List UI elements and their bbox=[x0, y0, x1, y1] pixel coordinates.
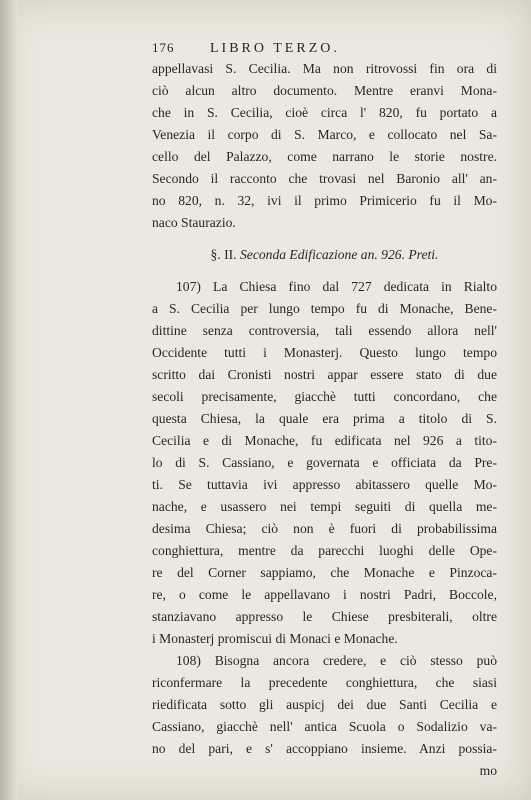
text-line: re del Corner sappiamo, che Monache e Pinzoca- bbox=[152, 565, 497, 580]
section-title: Seconda Edificazione an. 926. Preti. bbox=[239, 247, 439, 262]
text-line: a S. Cecilia per lungo tempo fu di Monache, Bene- bbox=[152, 301, 497, 316]
text-line: no 820, n. 32, ivi il primo Primicerio fu il Mo- bbox=[152, 193, 497, 208]
text-line: no del pari, e s' accoppiano insieme. Anzi possia- bbox=[152, 741, 497, 756]
text-line: Venezia il corpo di S. Marco, e collocato nel Sa- bbox=[152, 127, 497, 142]
paragraph-108 bbox=[152, 650, 497, 760]
text-line: 108) Bisogna ancora credere, e ciò stesso può bbox=[176, 653, 497, 668]
paragraph-intro bbox=[152, 58, 497, 234]
text-line: scritto dai Cronisti nostri appar essere stato di due bbox=[152, 367, 497, 382]
text-line: ciò alcun altro documento. Mentre eranvi Mona- bbox=[152, 83, 497, 98]
section-number: §. II. bbox=[210, 247, 237, 262]
text-line: i Monasterj promiscui di Monaci e Monache. bbox=[152, 631, 398, 646]
catchword: mo bbox=[479, 763, 497, 778]
text-line: Secondo il racconto che trovasi nel Baronio all' an- bbox=[152, 171, 497, 186]
text-line: 107) La Chiesa fino dal 727 dedicata in Rialto bbox=[176, 279, 497, 294]
section-heading bbox=[152, 244, 497, 266]
text-line: naco Staurazio. bbox=[152, 215, 236, 230]
text-line: Occidente tutti i Monasterj. Questo lungo tempo bbox=[152, 345, 497, 360]
text-line: lo di S. Cassiano, e governata e officiata da Pre- bbox=[152, 455, 497, 470]
paragraph-107 bbox=[152, 276, 497, 650]
text-line: desima Chiesa; ciò non è fuori di probabilissima bbox=[152, 521, 497, 536]
text-line: stanziavano appresso le Chiese presbiterali, oltre bbox=[152, 609, 497, 624]
page-number: 176 bbox=[152, 40, 175, 55]
text-line: che in S. Cecilia, cioè circa l' 820, fu portato a bbox=[152, 105, 497, 120]
text-line: nache, e usassero nei tempi seguiti di quella me- bbox=[152, 499, 497, 514]
text-line: Cecilia e di Monache, fu edificata nel 926 a tito- bbox=[152, 433, 497, 448]
page-gutter-shadow bbox=[0, 0, 18, 800]
running-head bbox=[152, 40, 497, 57]
text-line: appellavasi S. Cecilia. Ma non ritrovossi fin ora di bbox=[152, 61, 497, 76]
text-line: conghiettura, mentre da parecchi luoghi delle Ope- bbox=[152, 543, 497, 558]
running-title: LIBRO TERZO. bbox=[210, 41, 340, 56]
text-line: ti. Se tuttavia ivi appresso abitassero quelle Mo- bbox=[152, 477, 497, 492]
text-line: riconfermare la precedente conghiettura, che siasi bbox=[152, 675, 497, 690]
text-line: secoli precisamente, giacchè tutti concordano, che bbox=[152, 389, 497, 404]
text-line: riedificata sotto gli auspicj dei due Santi Cecilia e bbox=[152, 697, 497, 712]
text-block bbox=[152, 40, 497, 782]
text-line: questa Chiesa, la quale era prima a titolo di S. bbox=[152, 411, 497, 426]
text-line: dittine senza controversia, tali essendo allora nell' bbox=[152, 323, 497, 338]
text-line: cello del Palazzo, come narrano le storie nostre. bbox=[152, 149, 497, 164]
text-line: re, o come le appellavano i nostri Padri, Boccole, bbox=[152, 587, 497, 602]
text-line: Cassiano, giacchè nell' antica Scuola o Sodalizio va- bbox=[152, 719, 497, 734]
